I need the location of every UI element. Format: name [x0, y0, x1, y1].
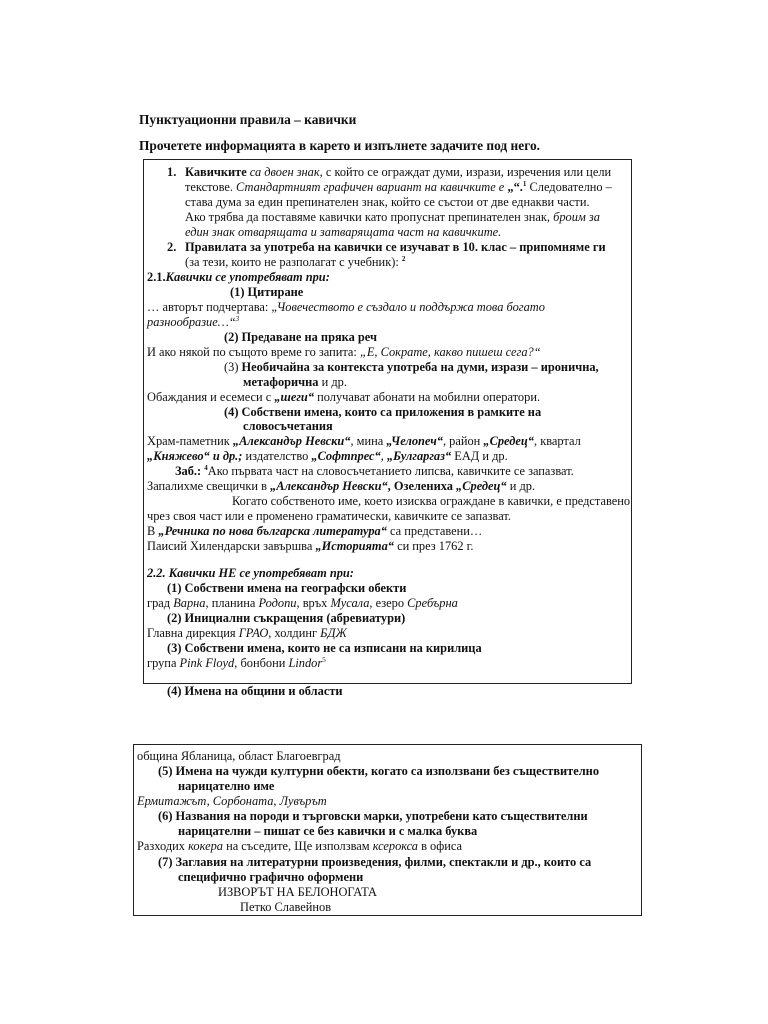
- case-4-example-line-3: Запалихме свещички в „Александър Невски“, Озелениха „Средец“ и др.: [147, 479, 536, 493]
- list-number-1: 1.: [167, 165, 177, 179]
- list-number-2: 2.: [167, 240, 177, 254]
- case-4-heading-line-2: словосъчетания: [243, 419, 333, 433]
- no-quotes-7-example-author: Петко Славейнов: [240, 900, 332, 914]
- no-quotes-2-heading: (2) Инициални съкращения (абревиатури): [167, 611, 406, 625]
- no-quotes-1-heading: (1) Собствени имена на географски обекти: [167, 581, 407, 595]
- no-quotes-3-example: група Pink Floyd, бонбони Lindor$^5$: [147, 655, 326, 670]
- case-2-example: И ако някой по същото време го запита: „Е, Сократе, какво пишеш сега?“: [147, 345, 541, 359]
- item-1-line-3: става дума за един препинателен знак, който се състои от две еднакви части.: [185, 195, 590, 209]
- case-4-example-line-1: Храм-паметник „Александър Невски“, мина „Челопеч“, район „Средец“, квартал: [147, 434, 581, 448]
- case-1-example-line-1: … авторът подчертава: „Човечеството е създало и поддържа това богато: [147, 300, 545, 314]
- no-quotes-1-example: град Варна, планина Родопи, връх Мусала, езеро Сребърна: [147, 596, 458, 610]
- no-quotes-3-heading: (3) Собствени имена, които не са изписани на кирилица: [167, 641, 482, 655]
- page-instruction: Прочетете информацията в карето и изпълнете задачите под него.: [139, 138, 540, 153]
- case-1-heading: (1) Цитиране: [230, 285, 304, 299]
- no-quotes-4-example: община Ябланица, област Благоевград: [137, 749, 341, 763]
- case-4-example-line-4: В „Речника по нова българска литература“ са представени…: [147, 524, 483, 538]
- no-quotes-5-heading-line-2: нарицателно име: [178, 779, 275, 793]
- no-quotes-7-heading-line-2: специфично графично оформени: [178, 870, 364, 884]
- no-quotes-5-heading-line-1: (5) Имена на чужди културни обекти, когато са използвани без съществително: [158, 764, 600, 778]
- case-4-rule-line-1: Когато собственото име, което изисква ограждане в кавички, е представено: [232, 494, 631, 508]
- item-1-line-5: един знак отварящата и затварящата част на кавичките.: [185, 225, 502, 239]
- case-3-heading-line-1: (3) Необичайна за контекста употреба на думи, изрази – иронична,: [224, 360, 599, 374]
- item-1-line-1: Кавичките са двоен знак, с който се ограждат думи, изрази, изречения или цели: [185, 165, 612, 179]
- case-4-rule-line-2: чрез своя част или е променено граматически, кавичките се запазват.: [147, 509, 511, 523]
- item-2-line-1: Правилата за употреба на кавички се изучават в 10. клас – припомняме ги: [185, 240, 606, 254]
- no-quotes-6-heading-line-1: (6) Названия на породи и търговски марки, употребени като съществителни: [158, 809, 588, 823]
- case-4-note: Заб.: $^4$Ако първата част на словосъчетанието липсва, кавичките се запазват.: [175, 463, 574, 478]
- no-quotes-7-heading-line-1: (7) Заглавия на литературни произведения, филми, спектакли и др., които са: [158, 855, 592, 869]
- case-4-example-line-2: „Княжево“ и др.; издателство „Софтпрес“, „Булгаргаз“ ЕАД и др.: [147, 449, 508, 463]
- no-quotes-5-example: Ермитажът, Сорбоната, Лувърът: [137, 794, 327, 808]
- case-4-example-line-5: Паисий Хилендарски завършва „Историята“ си през 1762 г.: [147, 539, 474, 553]
- item-1-line-2: текстове. Стандартният графичен вариант на кавичките е „“.$^1$ Следователно –: [185, 179, 612, 194]
- section-2-2-heading: 2.2. Кавички НЕ се употребяват при:: [147, 566, 354, 580]
- no-quotes-4-heading: (4) Имена на общини и области: [167, 684, 343, 698]
- item-1-line-4: Ако трябва да поставяме кавички като пропуснат препинателен знак, броим за: [185, 210, 600, 224]
- case-3-example: Обаждания и есемеси с „шеги“ получават абонати на мобилни оператори.: [147, 390, 541, 404]
- no-quotes-7-example-title: ИЗВОРЪТ НА БЕЛОНОГАТА: [218, 885, 378, 899]
- case-4-heading-line-1: (4) Собствени имена, които са приложения в рамките на: [224, 405, 542, 419]
- page-title: Пунктуационни правила – кавички: [139, 112, 357, 127]
- section-2-1-heading: 2.1.Кавички се употребяват при:: [147, 270, 330, 284]
- item-2-line-2: (за тези, които не разполагат с учебник): $^2$: [185, 254, 406, 269]
- case-1-example-line-2: разнообразие…“$^3$: [147, 314, 240, 329]
- no-quotes-6-heading-line-2: нарицателни – пишат се без кавички и с малка буква: [178, 824, 478, 838]
- no-quotes-2-example: Главна дирекция ГРАО, холдинг БДЖ: [147, 626, 347, 640]
- case-2-heading: (2) Предаване на пряка реч: [224, 330, 377, 344]
- case-3-heading-line-2: метафорична и др.: [243, 375, 347, 389]
- no-quotes-6-example: Разходих кокера на съседите, Ще използвам ксерокса в офиса: [137, 839, 463, 853]
